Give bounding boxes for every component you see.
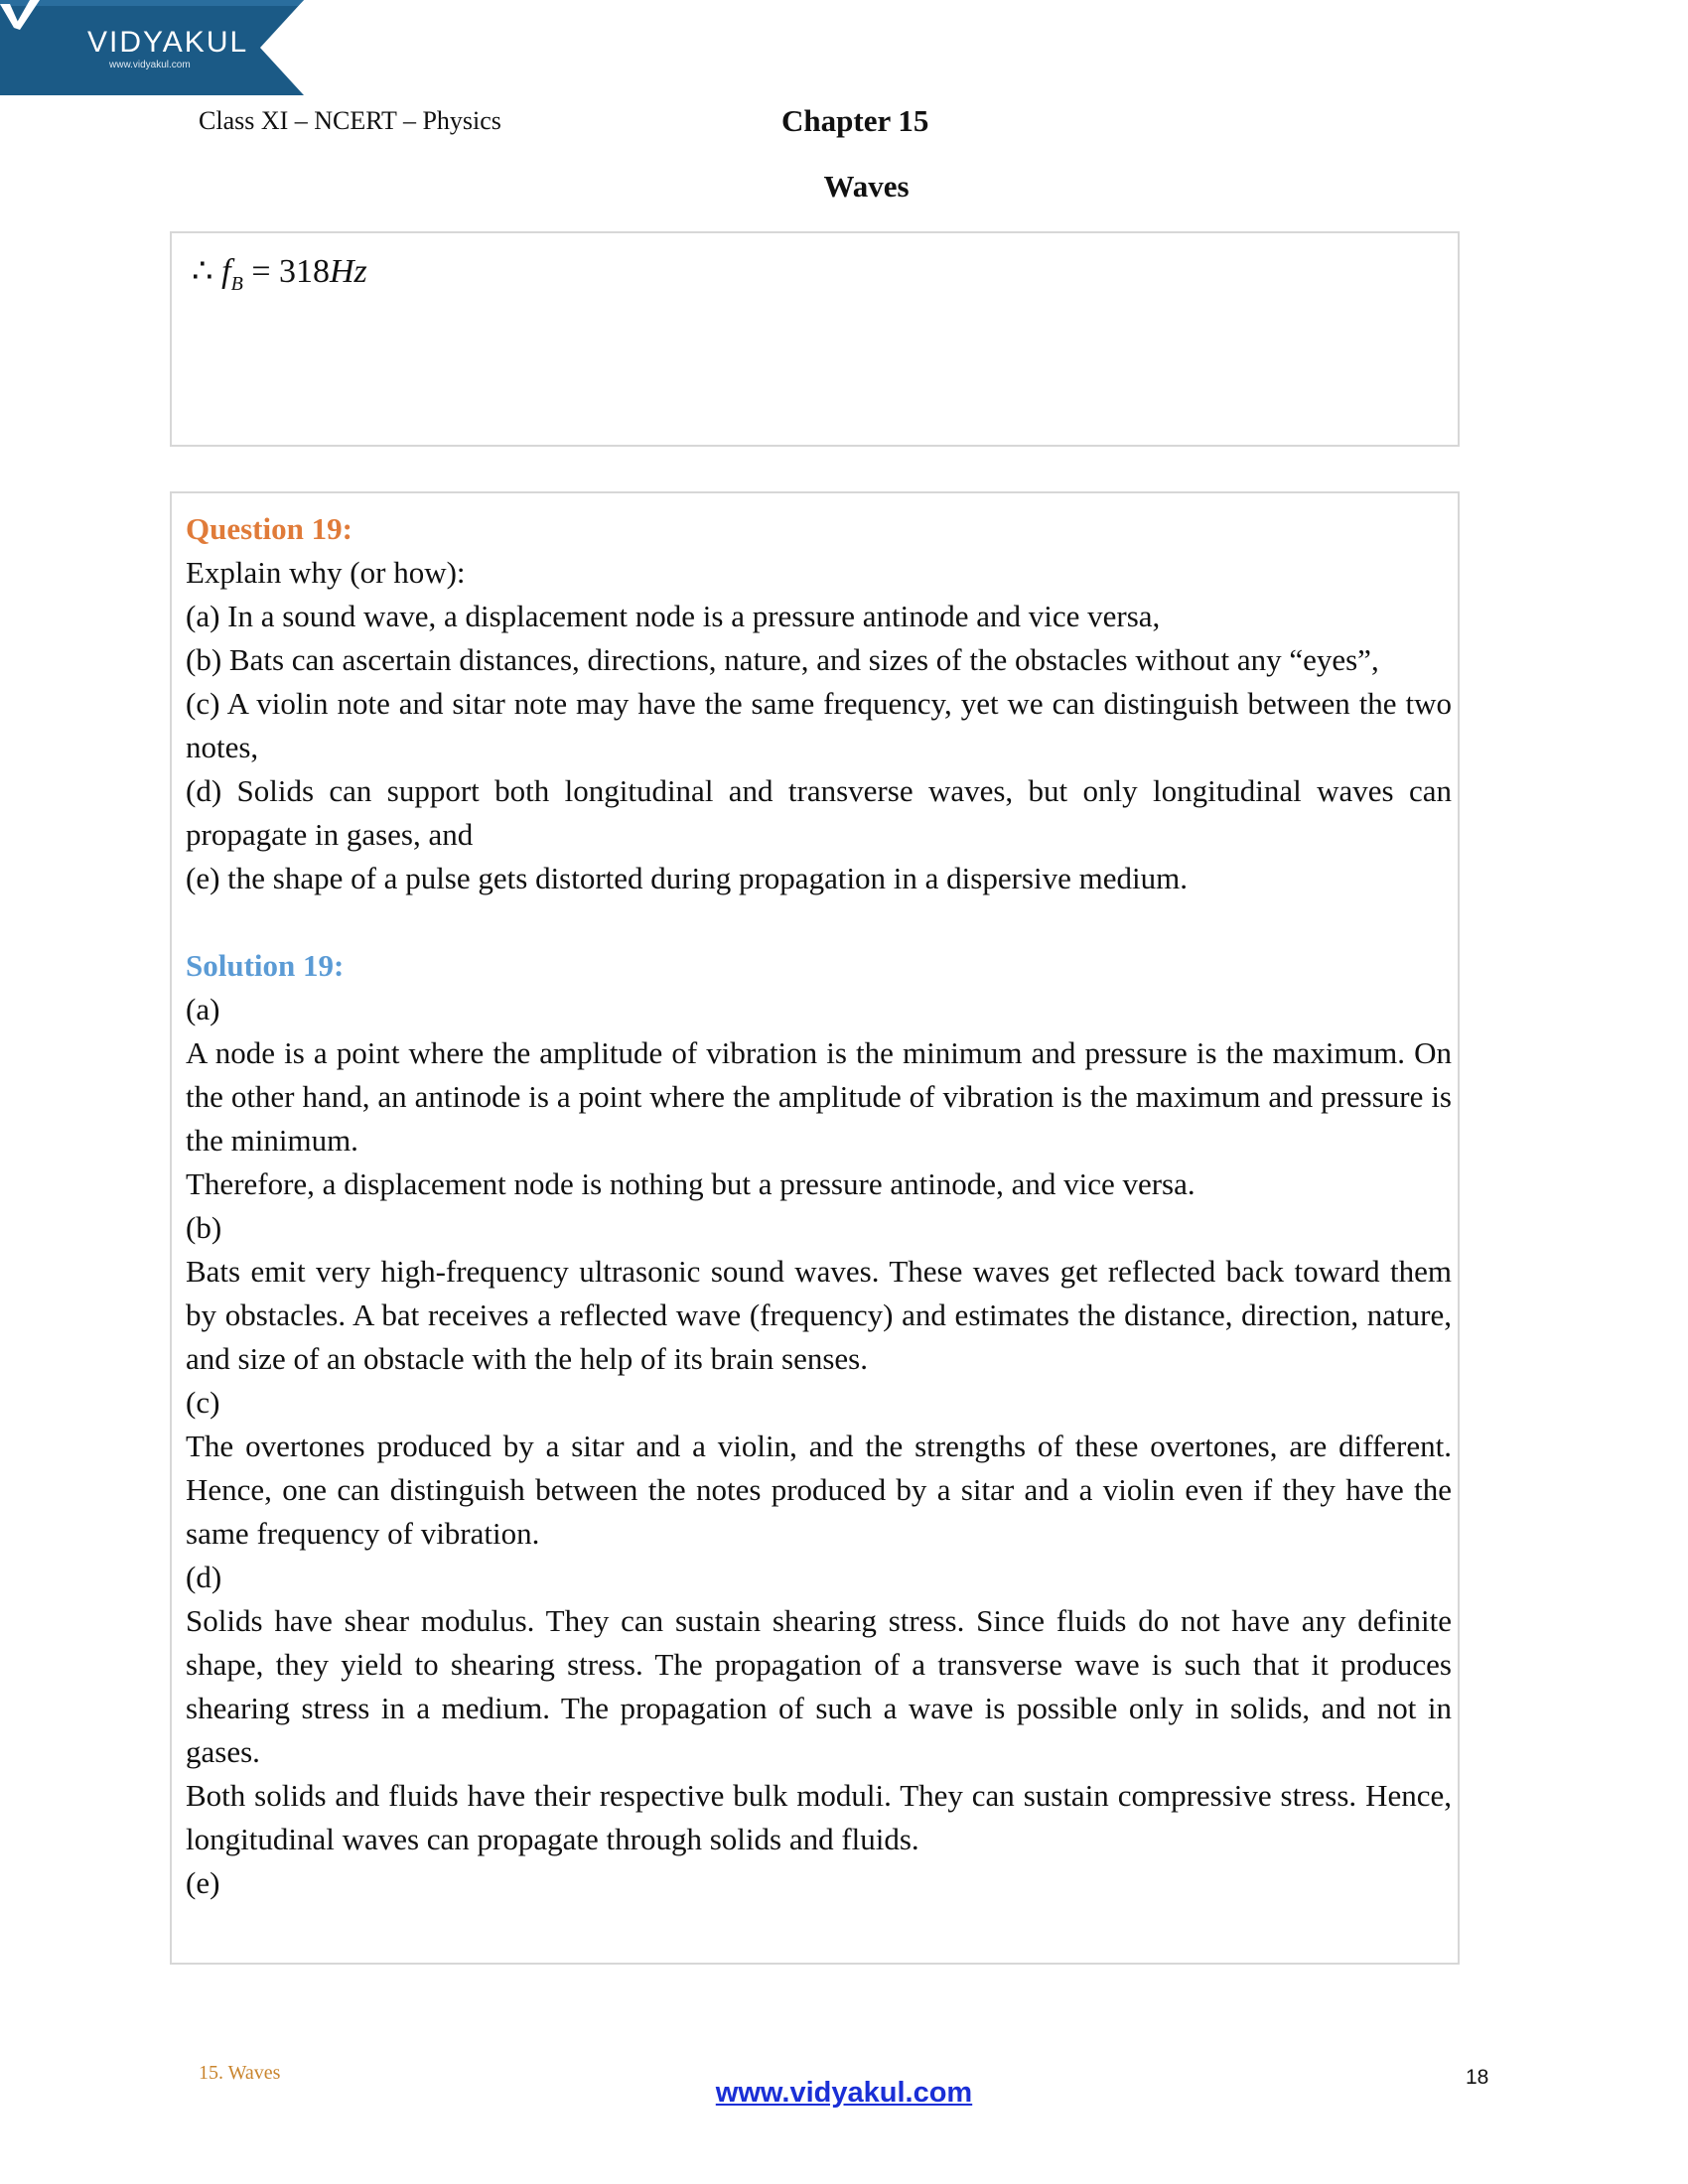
question-solution-content <box>186 507 1452 1905</box>
formula-variable: f <box>221 253 231 290</box>
solution-heading: Solution 19: <box>186 948 345 983</box>
formula-box <box>170 231 1460 447</box>
formula-value: = 318 <box>242 253 330 290</box>
solution-paragraph: Both solids and fluids have their respective bulk moduli. They can sustain compressive stress. Hence, longitudinal waves can propagate through solids and fluids. <box>186 1778 1452 1856</box>
question-heading: Question 19: <box>186 511 352 546</box>
solution-paragraph: Therefore, a displacement node is nothing but a pressure antinode, and vice versa. <box>186 1166 1196 1201</box>
solution-paragraph: Solids have shear modulus. They can sustain shearing stress. Since fluids do not have any definite shape, they yield to shearing stress. The propagation of a transverse wave is such that it produces shearing stress in a medium. The propagation of such a wave is possible only in solids, and not in gases. <box>186 1603 1452 1769</box>
brand-name: VIDYAKUL <box>87 26 249 59</box>
question-line: (b) Bats can ascertain distances, directions, nature, and sizes of the obstacles without any “eyes”, <box>186 642 1379 677</box>
page-title: Waves <box>823 169 910 204</box>
part-label: (c) <box>186 1385 220 1420</box>
formula-subscript: B <box>230 272 243 295</box>
header-chapter: Chapter 15 <box>781 103 929 138</box>
brand-subtext: www.vidyakul.com <box>109 60 191 70</box>
solution-paragraph: The overtones produced by a sitar and a violin, and the strengths of these overtones, are different. Hence, one can distinguish between the notes produced by a sitar and a violin even if they have the same frequency of vibration. <box>186 1429 1452 1551</box>
result-formula <box>192 251 367 296</box>
part-label: (a) <box>186 992 220 1026</box>
footer-website-link[interactable]: www.vidyakul.com <box>715 2077 973 2109</box>
logo-mark-icon <box>0 0 40 30</box>
question-line: Explain why (or how): <box>186 555 466 590</box>
spacer <box>186 900 1452 944</box>
question-line: (a) In a sound wave, a displacement node is a pressure antinode and vice versa, <box>186 599 1161 633</box>
solution-paragraph: Bats emit very high-frequency ultrasonic sound waves. These waves get reflected back toward them by obstacles. A bat receives a reflected wave (frequency) and estimates the distance, direction, nature, and size of an obstacle with the help of its brain senses. <box>186 1254 1452 1376</box>
question-line: (e) the shape of a pulse gets distorted during propagation in a dispersive medium. <box>186 861 1188 895</box>
part-label: (d) <box>186 1560 222 1594</box>
footer-chapter: 15. Waves <box>199 2062 281 2084</box>
therefore-symbol: ∴ <box>192 253 222 290</box>
part-label: (b) <box>186 1210 222 1245</box>
page-number: 18 <box>1466 2066 1489 2089</box>
header-course: Class XI – NCERT – Physics <box>199 106 501 135</box>
question-solution-box <box>170 491 1460 1965</box>
question-line: (d) Solids can support both longitudinal and transverse waves, but only longitudinal waves can propagate in gases, and <box>186 773 1452 852</box>
solution-paragraph: A node is a point where the amplitude of vibration is the minimum and pressure is the maximum. On the other hand, an antinode is a point where the amplitude of vibration is the maximum and pressure is the minimum. <box>186 1035 1452 1158</box>
brand-logo <box>0 0 308 95</box>
part-label: (e) <box>186 1865 220 1900</box>
formula-unit: Hz <box>330 253 367 290</box>
question-line: (c) A violin note and sitar note may have the same frequency, yet we can distinguish between the two notes, <box>186 686 1452 764</box>
